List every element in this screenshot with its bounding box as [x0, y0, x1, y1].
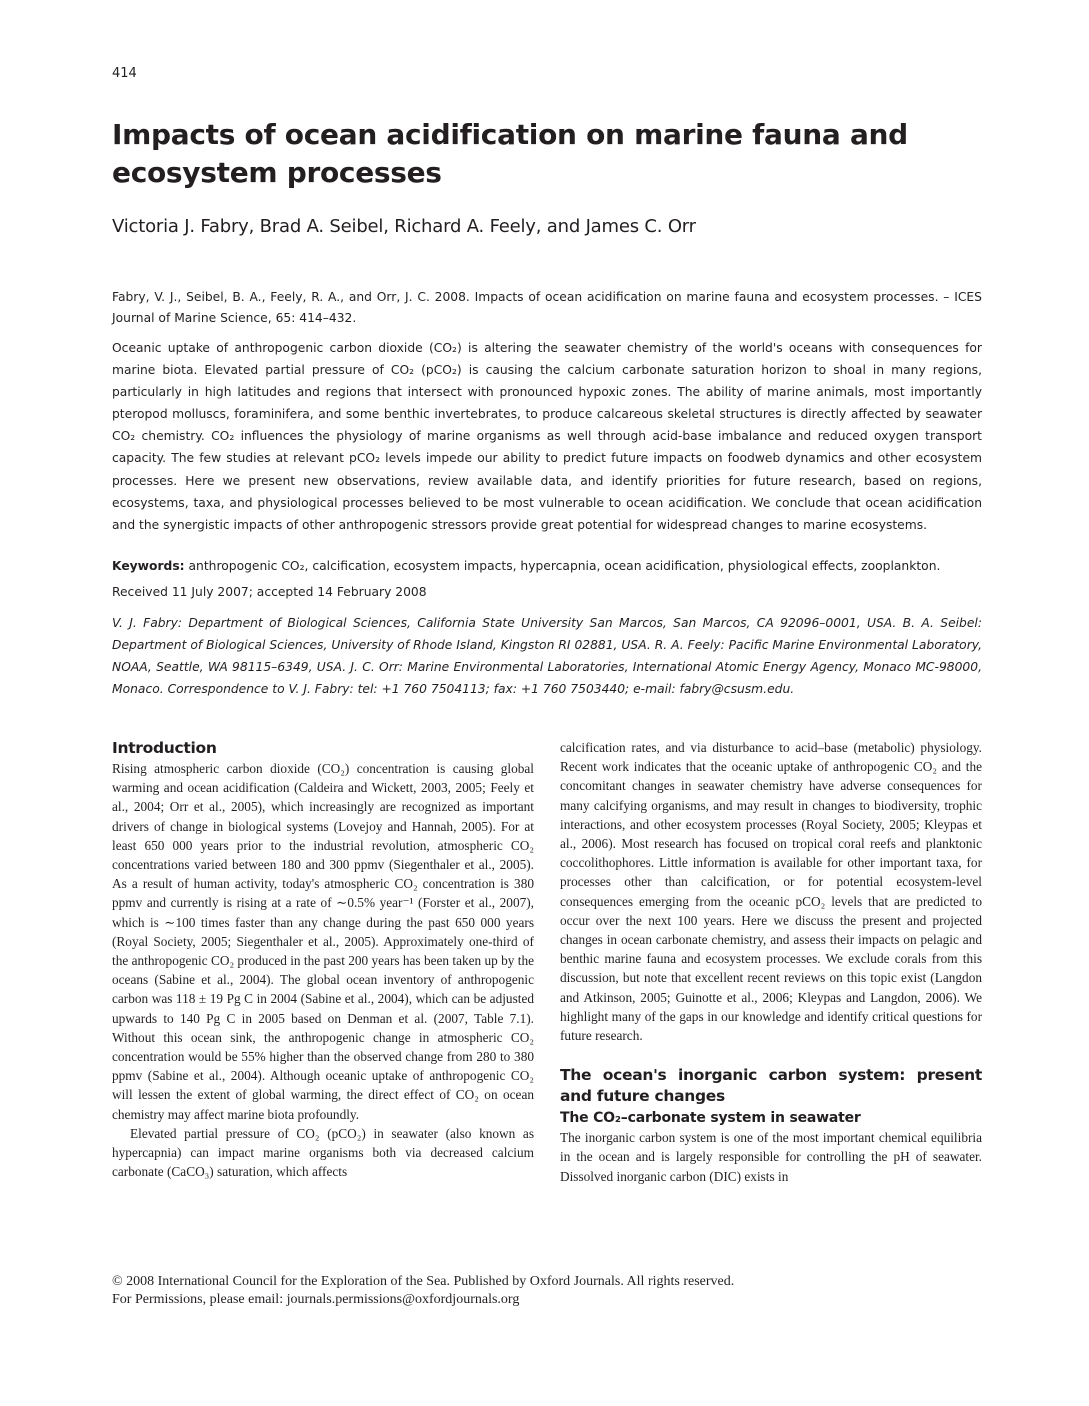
author-list: Victoria J. Fabry, Brad A. Seibel, Richard A. Feely, and James C. Orr: [112, 216, 696, 237]
keywords-label: Keywords:: [112, 559, 185, 573]
section-heading: The ocean's inorganic carbon system: present and future changes: [560, 1066, 982, 1106]
keywords: [112, 556, 982, 576]
page-number: 414: [112, 66, 137, 81]
copyright-notice: © 2008 International Council for the Exploration of the Sea. Published by Oxford Journals. All rights reserved.: [112, 1274, 735, 1289]
left-column: [112, 738, 534, 1181]
author-affiliations: V. J. Fabry: Department of Biological Sciences, California State University San Marcos, San Marcos, CA 92096–0001, USA. B. A. Seibel: Department of Biological Sciences, University of Rhode Island, Kingston RI 02881, USA. R. A. Feely: Pacific Marine Environmental Laboratory, NOAA, Seattle, WA 98115–6349, USA. J. C. Orr: Marine Environmental Laboratories, International Atomic Energy Agency, Monaco MC-98000, Monaco. Correspondence to V. J. Fabry: tel: +1 760 7504113; fax: +1 760 7503440; e-mail: fabry@csusm.edu.: [112, 616, 982, 696]
article-title: Impacts of ocean acidification on marine fauna and ecosystem processes: [112, 118, 908, 189]
abstract: Oceanic uptake of anthropogenic carbon dioxide (CO₂) is altering the seawater chemistry of the world's oceans with consequences for marine biota. Elevated partial pressure of CO₂ (pCO₂) is causing the calcium carbonate saturation horizon to shoal in many regions, particularly in high latitudes and regions that intersect with pronounced hypoxic zones. The ability of marine animals, most importantly pteropod molluscs, foraminifera, and some benthic invertebrates, to produce calcareous skeletal structures is directly affected by seawater CO₂ chemistry. CO₂ influences the physiology of marine organisms as well through acid-base imbalance and reduced oxygen transport capacity. The few studies at relevant pCO₂ levels impede our ability to predict future impacts on foodweb dynamics and other ecosystem processes. Here we present new observations, review available data, and identify priorities for future research, based on regions, ecosystems, taxa, and physiological processes believed to be most vulnerable to ocean acidification. We conclude that ocean acidification and the synergistic impacts of other anthropogenic stressors provide great potential for widespread changes to marine ecosystems.: [112, 341, 982, 532]
introduction-paragraph-continued: calcification rates, and via disturbance to acid–base (metabolic) physiology. Recent work indicates that the oceanic uptake of anthropogenic CO₂ and the concomitant changes in seawater chemistry have adverse consequences for many calcifying organisms, and may result in changes to biodiversity, trophic interactions, and other ecosystem processes (Royal Society, 2005; Kleypas et al., 2006). Most research has focused on tropical coral reefs and planktonic coccolithophores. Little information is available for other important taxa, for processes other than calcification, or for potential ecosystem-level consequences emerging from the oceanic pCO₂ levels that are predicted to occur over the next 100 years. Here we discuss the present and projected changes in ocean carbonate chemistry, and assess their impacts on pelagic and benthic marine fauna and ecosystem processes. We exclude corals from this discussion, but note that excellent recent reviews on this topic exist (Langdon and Atkinson, 2005; Guinotte et al., 2006; Kleypas and Langdon, 2006). We highlight many of the gaps in our knowledge and identify critical questions for future research.: [560, 740, 982, 1044]
introduction-heading: Introduction: [112, 739, 217, 757]
right-column: [560, 738, 982, 1186]
keywords-list: anthropogenic CO₂, calcification, ecosystem impacts, hypercapnia, ocean acidification, physiological effects, zooplankton.: [188, 559, 941, 573]
received-date: Received 11 July 2007; accepted 14 February 2008: [112, 585, 427, 599]
subsection-heading: The CO₂–carbonate system in seawater: [560, 1110, 861, 1127]
introduction-paragraph: Elevated partial pressure of CO₂ (pCO₂) in seawater (also known as hypercapnia) can impact marine organisms both via decreased calcium carbonate (CaCO₃) saturation, which affects: [112, 1125, 534, 1180]
section-paragraph: The inorganic carbon system is one of the most important chemical equilibria in the ocean and is largely responsible for controlling the pH of seawater. Dissolved inorganic carbon (DIC) exists in: [560, 1130, 982, 1184]
introduction-paragraph: Rising atmospheric carbon dioxide (CO₂) concentration is causing global warming and ocean acidification (Caldeira and Wickett, 2003, 2005; Feely et al., 2004; Orr et al., 2005), which increasingly are recognized as important drivers of change in biological systems (Lovejoy and Hannah, 2005). For at least 650 000 years prior to the industrial revolution, atmospheric CO₂ concentrations varied between 180 and 300 ppmv (Siegenthaler et al., 2005). As a result of human activity, today's atmospheric CO₂ concentration is 380 ppmv and currently is rising at a rate of ∼0.5% year⁻¹ (Forster et al., 2007), which is ∼100 times faster than any change during the past 650 000 years (Royal Society, 2005; Siegenthaler et al., 2005). Approximately one-third of the anthropogenic CO₂ produced in the past 200 years has been taken up by the oceans (Sabine et al., 2004). The global ocean inventory of anthropogenic carbon was 118 ± 19 Pg C in 2004 (Sabine et al., 2004), which can be adjusted upwards to 140 Pg C in 2005 based on Denman et al. (2007, Table 7.1). Without this ocean sink, the anthropogenic change in atmospheric CO₂ concentration would be 55% higher than the observed change from 280 to 380 ppmv (Sabine et al., 2004). Although oceanic uptake of anthropogenic CO₂ will lessen the extent of global warming, the direct effect of CO₂ on ocean chemistry may affect marine biota profoundly.: [112, 761, 534, 1122]
permissions-notice: For Permissions, please email: journals.permissions@oxfordjournals.org: [112, 1292, 520, 1307]
citation: Fabry, V. J., Seibel, B. A., Feely, R. A., and Orr, J. C. 2008. Impacts of ocean acidification on marine fauna and ecosystem processes. – ICES Journal of Marine Science, 65: 414–432.: [112, 290, 982, 325]
footer: [112, 1273, 734, 1309]
